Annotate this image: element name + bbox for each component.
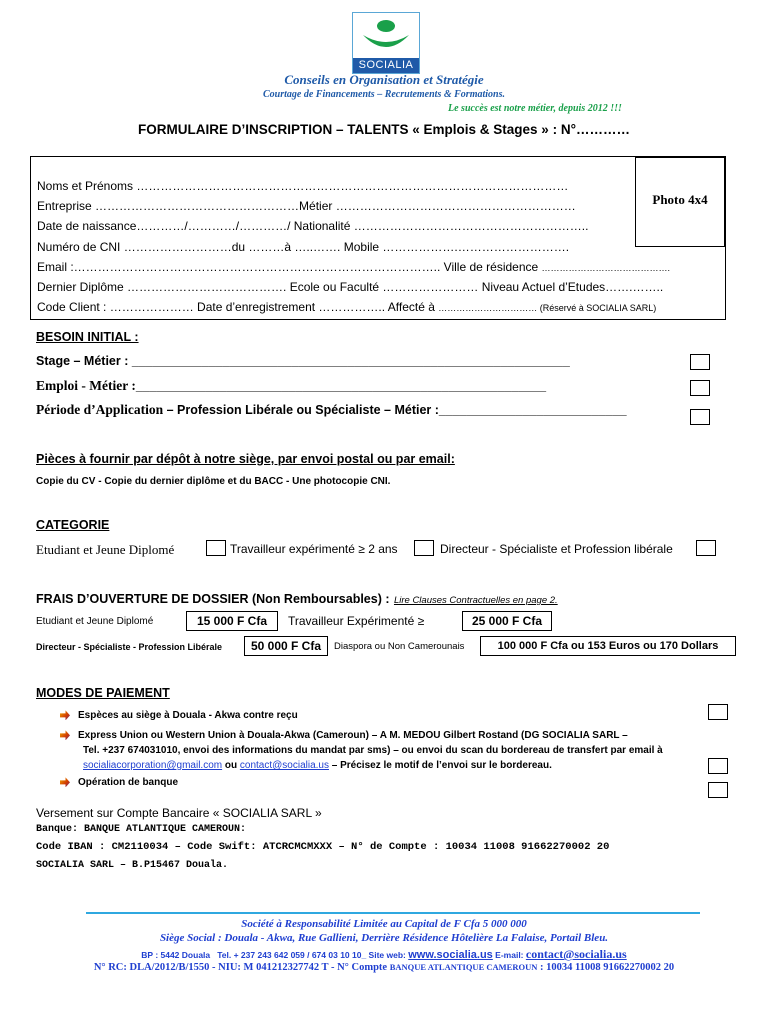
footer-bp: BP : 5442	[141, 950, 180, 960]
transfert-line-3	[60, 758, 663, 773]
logo-text: SOCIALIA	[353, 58, 419, 73]
cat-travailleur-label: Travailleur expérimenté ≥ 2 ans	[230, 542, 398, 556]
stage-checkbox[interactable]	[690, 354, 710, 370]
company-logo	[352, 12, 420, 74]
company-tagline-1: Conseils en Organisation et Stratégie	[284, 72, 484, 87]
versement-text: Versement sur Compte Bancaire « SOCIALIA SARL »	[36, 806, 322, 820]
banque-checkbox[interactable]	[708, 782, 728, 798]
transfert-line-2: Tel. +237 674031010, envoi des informations du mandat par sms) – ou envoi du scan du bordereau de transfert par email à	[83, 745, 663, 756]
frais-directeur-price: 50 000 F Cfa	[244, 636, 328, 656]
footer-capital: Société à Responsabilité Limitée au Capital de F Cfa 5 000 000	[241, 918, 527, 930]
footer-douala: Douala	[181, 950, 211, 960]
frais-etudiant-price: 15 000 F Cfa	[186, 611, 278, 631]
paiement-item-banque	[60, 777, 178, 788]
client-code-label: Code Client : ………………… Date d’enregistrement …………….. Affecté à	[37, 300, 435, 314]
emploi-line: ___________________________________________________________	[135, 379, 547, 393]
periode-field[interactable]	[36, 402, 627, 418]
ou-text: ou	[222, 760, 240, 771]
birthdate-nationality-field[interactable]: Date de naissance…………/…………/…………/ Nationalité …………………………………………………..	[37, 219, 589, 233]
besoin-heading: BESOIN INITIAL :	[36, 330, 139, 344]
bank-address: SOCIALIA SARL – B.P15467 Douala.	[36, 860, 229, 871]
frais-heading: FRAIS D’OUVERTURE DE DOSSIER (Non Remboursables) :	[36, 592, 390, 606]
bank-iban: Code IBAN : CM2110034 – Code Swift: ATCRCMCMXXX – N° de Compte : 10034 11008 91662270002 20	[36, 841, 610, 853]
footer-address: Siège Social : Douala - Akwa, Rue Gallieni, Derrière Résidence Hôtelière La Falaise, Portail Bleu.	[159, 932, 609, 944]
cat-etudiant-checkbox[interactable]	[206, 540, 226, 556]
company-occupation-field[interactable]: Entreprise ……………………………………………Métier ……………………………………………………	[37, 199, 576, 213]
paiement-item-especes	[60, 710, 298, 721]
photo-box	[635, 157, 725, 247]
footer-rc-2: : 10034 11008 91662270002 20	[537, 962, 675, 973]
footer-rc-1: N° RC: DLA/2012/B/1550 - NIU: M 041212327742 T - N° Compte	[93, 962, 390, 973]
diploma-school-field[interactable]: Dernier Diplôme …………………………………. Ecole ou Faculté …………………… Niveau Actuel d’Etudes…….……..	[37, 280, 664, 294]
full-name-field[interactable]: Noms et Prénoms ………………………………………………………………………………………………	[37, 179, 569, 193]
frais-diaspora-label: Diaspora ou Non Camerounais	[334, 641, 465, 652]
footer-rule	[86, 912, 700, 914]
frais-diaspora-price: 100 000 F Cfa ou 153 Euros ou 170 Dollars	[480, 636, 736, 656]
form-title: FORMULAIRE D’INSCRIPTION – TALENTS « Emplois & Stages » : N°…………	[138, 122, 630, 137]
frais-travailleur-price: 25 000 F Cfa	[462, 611, 552, 631]
periode-checkbox[interactable]	[690, 409, 710, 425]
periode-label: Période d’Application	[36, 402, 164, 417]
banque-text: Opération de banque	[78, 777, 179, 788]
especes-text: Espèces au siège à Douala - Akwa contre reçu	[78, 710, 298, 721]
footer-rc	[0, 962, 768, 973]
bullet-arrow-icon	[60, 777, 70, 787]
paiement-item-transfert	[60, 728, 663, 773]
identity-section	[30, 156, 726, 320]
footer-site-link[interactable]: www.socialia.us	[408, 949, 493, 961]
frais-note: Lire Clauses Contractuelles en page 2.	[393, 595, 558, 606]
logo-graphic	[353, 13, 419, 57]
transfert-line-1: Express Union ou Western Union à Douala-Akwa (Cameroun) – A M. MEDOU Gilbert Rostand (DG SOCIALIA SARL –	[78, 730, 628, 741]
emploi-metier-field[interactable]	[36, 378, 546, 394]
company-slogan: Le succès est notre métier, depuis 2012 !!!	[448, 103, 622, 114]
bank-name: Banque: BANQUE ATLANTIQUE CAMEROUN:	[36, 824, 247, 835]
especes-checkbox[interactable]	[708, 704, 728, 720]
client-code-field[interactable]	[37, 300, 656, 314]
stage-metier-field[interactable]: Stage – Métier : _______________________________________________________________	[36, 354, 570, 368]
paiement-heading: MODES DE PAIEMENT	[36, 686, 170, 700]
footer-site-label: _ Site web:	[361, 950, 409, 960]
frais-heading-row	[36, 590, 558, 608]
footer-tel: Tel. + 237 243 642 059 / 674 03 10 10	[217, 950, 362, 960]
footer-contact-row	[0, 947, 768, 962]
photo-label: Photo 4x4	[652, 192, 708, 207]
cat-directeur-checkbox[interactable]	[696, 540, 716, 556]
footer-rc-bank: BANQUE ATLANTIQUE CAMEROUN	[389, 962, 538, 972]
bullet-arrow-icon	[60, 730, 70, 740]
gmail-link[interactable]: socialiacorporation@gmail.com	[83, 760, 223, 771]
bullet-arrow-icon	[60, 710, 70, 720]
cni-mobile-field[interactable]: Numéro de CNI ………………………du ………à …..……. Mobile ……………….……………………….	[37, 240, 570, 254]
footer-email-label: E-mail:	[492, 950, 526, 960]
footer-email-link[interactable]: contact@socialia.us	[525, 947, 627, 961]
cat-travailleur-checkbox[interactable]	[414, 540, 434, 556]
motif-text: – Précisez le motif de l’envoi sur le bordereau.	[328, 760, 552, 771]
emploi-checkbox[interactable]	[690, 380, 710, 396]
company-tagline-2: Courtage de Financements – Recrutements & Formations.	[263, 89, 505, 100]
email-city-field[interactable]	[37, 260, 670, 274]
cat-etudiant-label: Etudiant et Jeune Diplomé	[36, 542, 175, 557]
pieces-list: Copie du CV - Copie du dernier diplôme et du BACC - Une photocopie CNI.	[36, 476, 391, 487]
emploi-label: Emploi - Métier :	[36, 378, 136, 393]
frais-travailleur-label: Travailleur Expérimenté ≥	[288, 614, 425, 628]
reserved-note: …………………………… (Réservé à SOCIALIA SARL)	[438, 303, 657, 313]
email-city-label: Email :……………………………………………………………………………….. Ville de résidence	[37, 260, 539, 274]
periode-rest: – Profession Libérale ou Spécialiste – Métier :___________________________	[163, 403, 627, 417]
frais-etudiant-label: Etudiant et Jeune Diplomé	[36, 616, 154, 627]
city-dots: …………………………………….	[541, 263, 671, 273]
pieces-heading: Pièces à fournir par dépôt à notre siège, par envoi postal ou par email:	[36, 452, 455, 466]
categorie-heading: CATEGORIE	[36, 518, 110, 532]
contact-link[interactable]: contact@socialia.us	[239, 760, 329, 771]
frais-directeur-label: Directeur - Spécialiste - Profession Libérale	[36, 642, 223, 652]
cat-directeur-label: Directeur - Spécialiste et Profession libérale	[440, 542, 673, 556]
transfert-checkbox[interactable]	[708, 758, 728, 774]
